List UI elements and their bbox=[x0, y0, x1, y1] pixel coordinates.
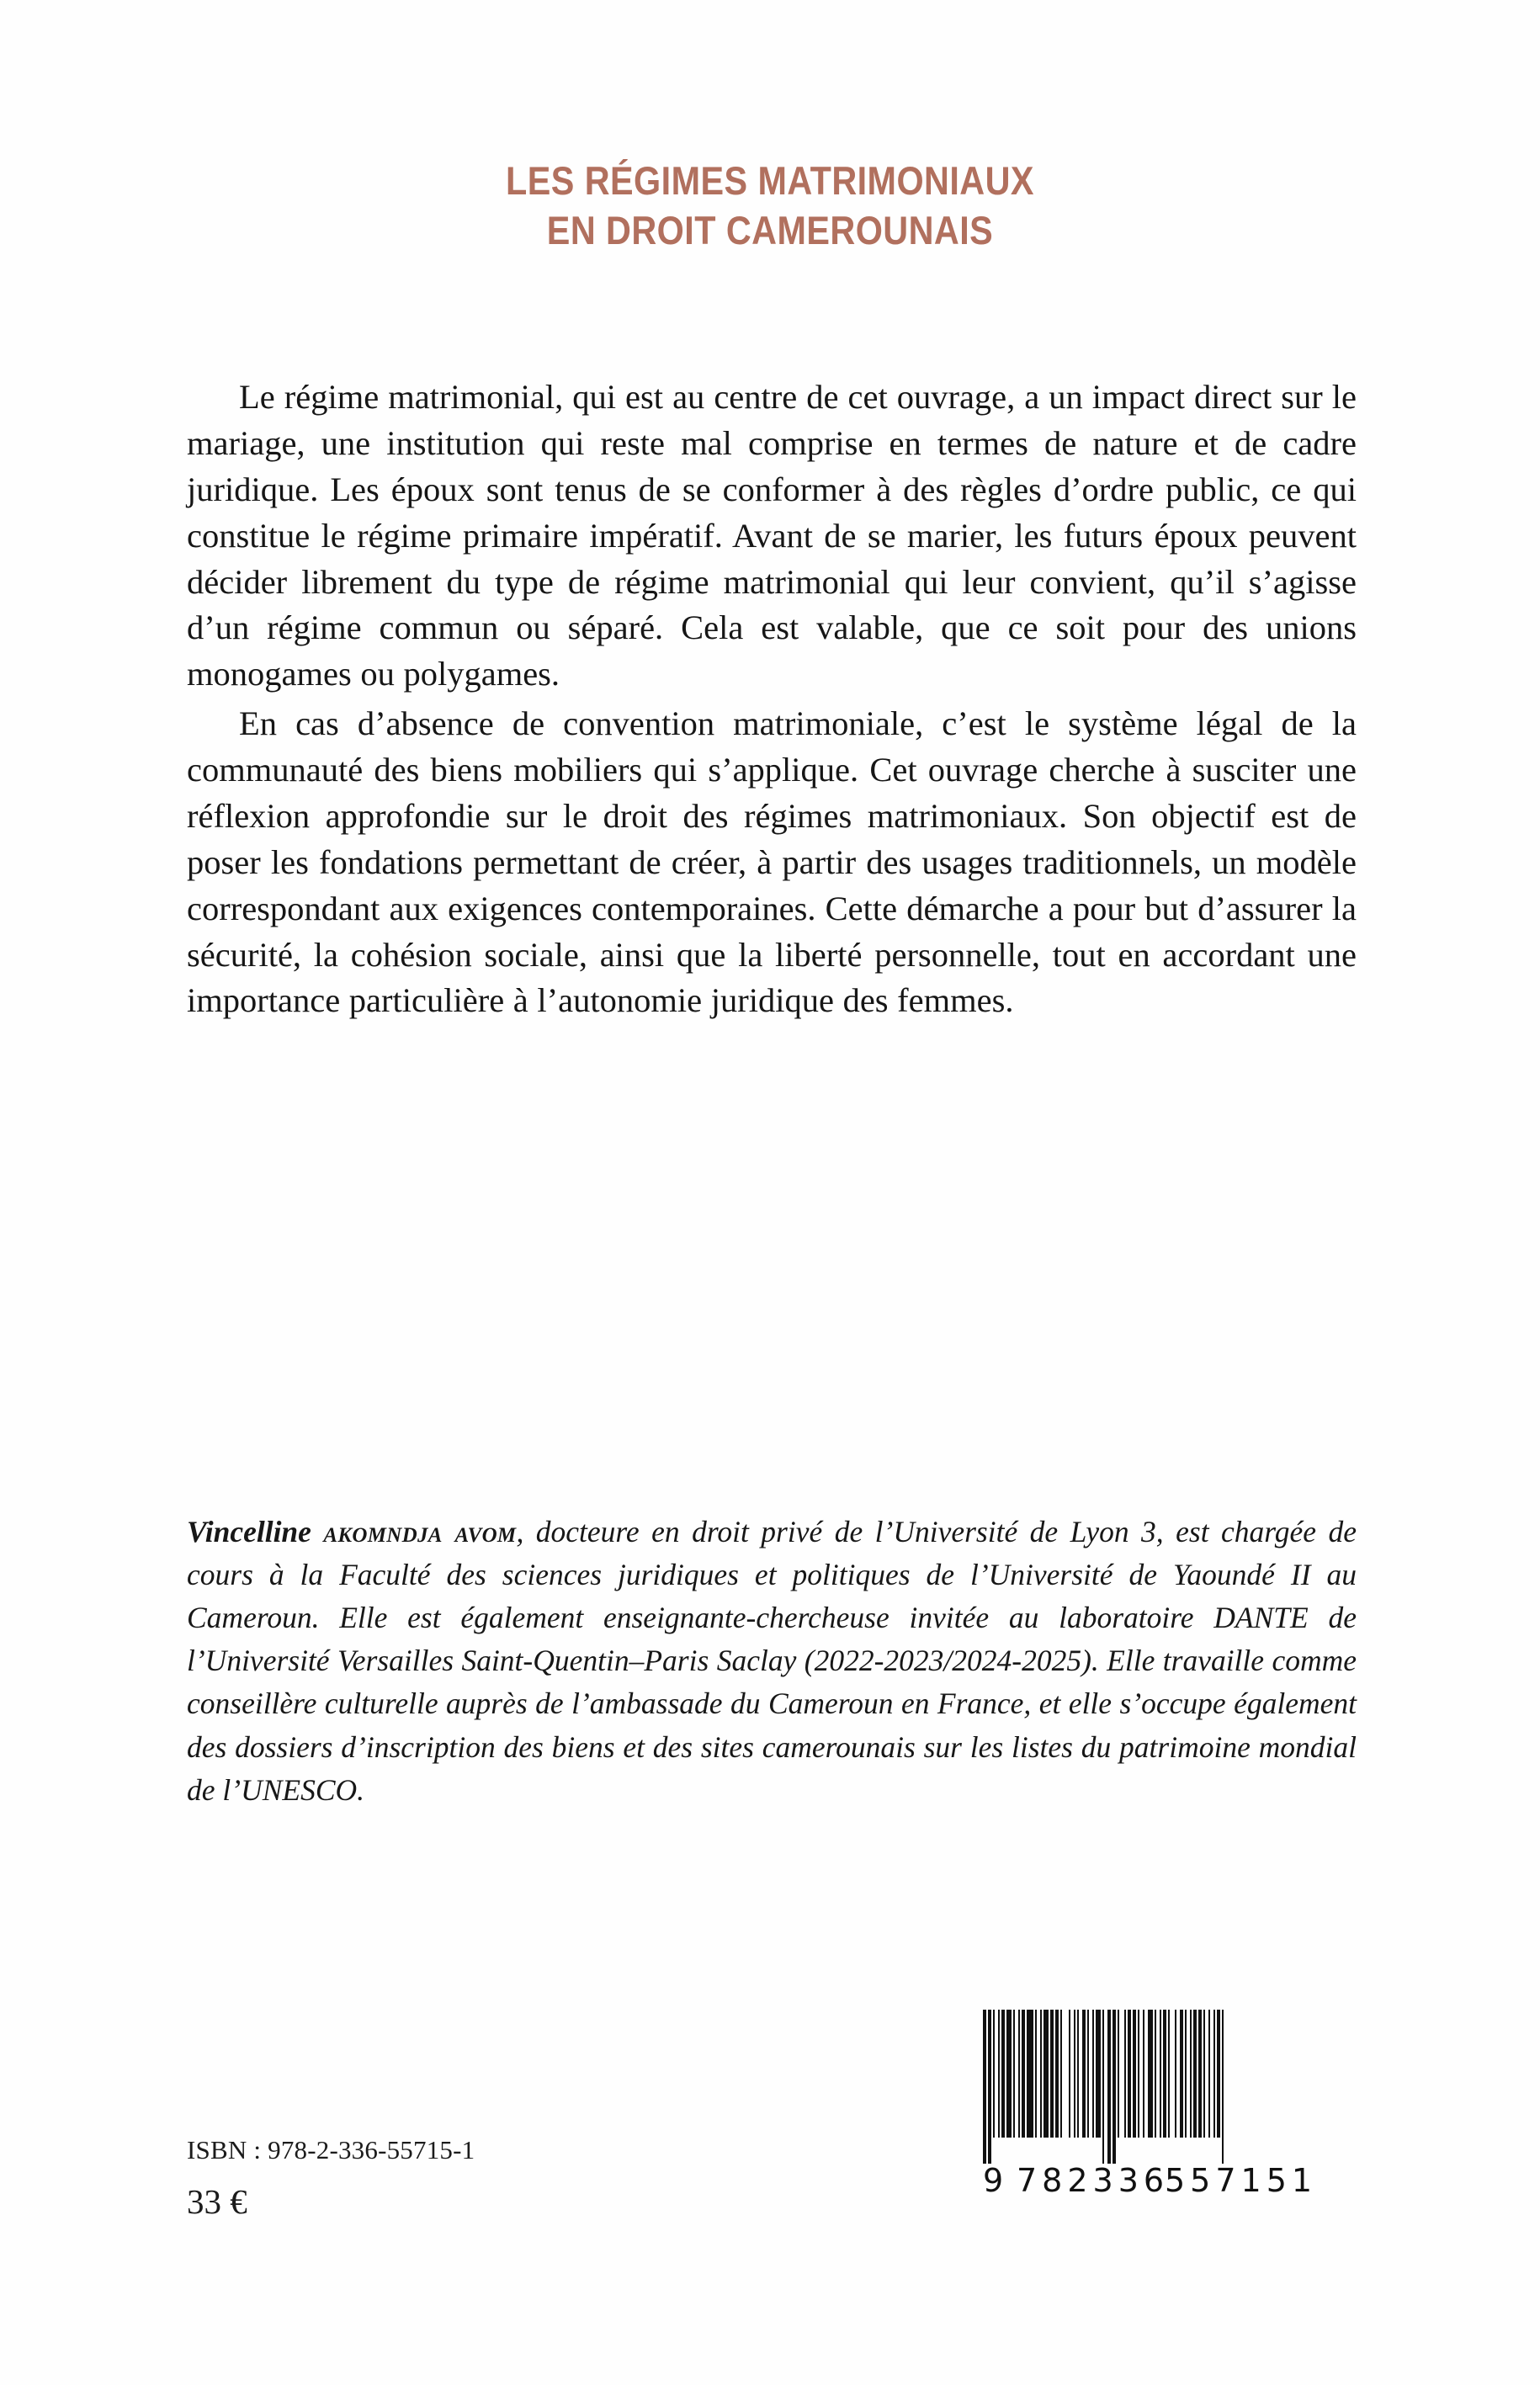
isbn-price-block bbox=[187, 2136, 475, 2222]
barcode-lead-digit: 9 bbox=[983, 2162, 1009, 2199]
isbn-text: ISBN : 978-2-336-55715-1 bbox=[187, 2135, 475, 2165]
barcode-bar bbox=[1224, 2010, 1227, 2164]
ean13-barcode bbox=[983, 2010, 1336, 2199]
author-first-name: Vincelline bbox=[187, 1515, 311, 1548]
author-bio-text: , docteure en droit privé de l’Université de Lyon 3, est chargée de cours à la Faculté des sciences juridiques et politiques de l’Université de Yaoundé II au Cameroun. Elle est également enseignante-chercheuse invitée au laboratoire DANTE de l’Université Versailles Saint-Quentin–Paris Saclay (2022-2023/2024-2025). Elle travaille comme conseillère culturelle auprès de l’ambassade du Cameroun en France, et elle s’occupe également des dossiers d’inscription des biens et des sites camerounais sur les listes du patrimoine mondial de l’UNESCO. bbox=[187, 1515, 1357, 1807]
barcode-bar bbox=[1027, 2010, 1033, 2138]
back-cover-blurb bbox=[187, 374, 1357, 1028]
barcode-bars bbox=[983, 2010, 1320, 2164]
author-last-name: akomndja avom bbox=[323, 1515, 517, 1548]
barcode-bar bbox=[1062, 2010, 1069, 2164]
barcode-digits bbox=[983, 2162, 1320, 2199]
title-line-1: LES RÉGIMES MATRIMONIAUX bbox=[506, 158, 1034, 203]
book-title bbox=[0, 156, 1540, 255]
author-biography bbox=[187, 1511, 1357, 1812]
barcode-left-group: 782336 bbox=[1017, 2162, 1170, 2199]
blurb-paragraph-1: Le régime matrimonial, qui est au centre de cet ouvrage, a un impact direct sur le mariage, une institution qui reste mal comprise en termes de nature et de cadre juridique. Les époux sont tenus de se conformer à des règles d’ordre public, ce qui constitue le régime primaire impératif. Avant de se marier, les futurs époux peuvent décider librement du type de régime matrimonial qui leur convient, qu’il s’agisse d’un régime commun ou séparé. Cela est valable, que ce soit pour des unions monogames ou polygames. bbox=[187, 378, 1357, 693]
barcode-right-group: 557151 bbox=[1165, 2162, 1318, 2199]
price-text: 33 € bbox=[187, 2182, 247, 2222]
blurb-paragraph-2: En cas d’absence de convention matrimoniale, c’est le système légal de la communauté des biens mobiliers qui s’applique. Cet ouvrage cherche à susciter une réflexion approfondie sur le droit des régimes matrimoniaux. Son objectif est de poser les fondations permettant de créer, à partir des usages traditionnels, un modèle correspondant aux exigences contemporaines. Cette démarche a pour but d’assurer la sécurité, la cohésion sociale, ainsi que la liberté personnelle, tout en accordant une importance particulière à l’autonomie juridique des femmes. bbox=[187, 704, 1357, 1020]
title-line-2: EN DROIT CAMEROUNAIS bbox=[546, 208, 994, 253]
